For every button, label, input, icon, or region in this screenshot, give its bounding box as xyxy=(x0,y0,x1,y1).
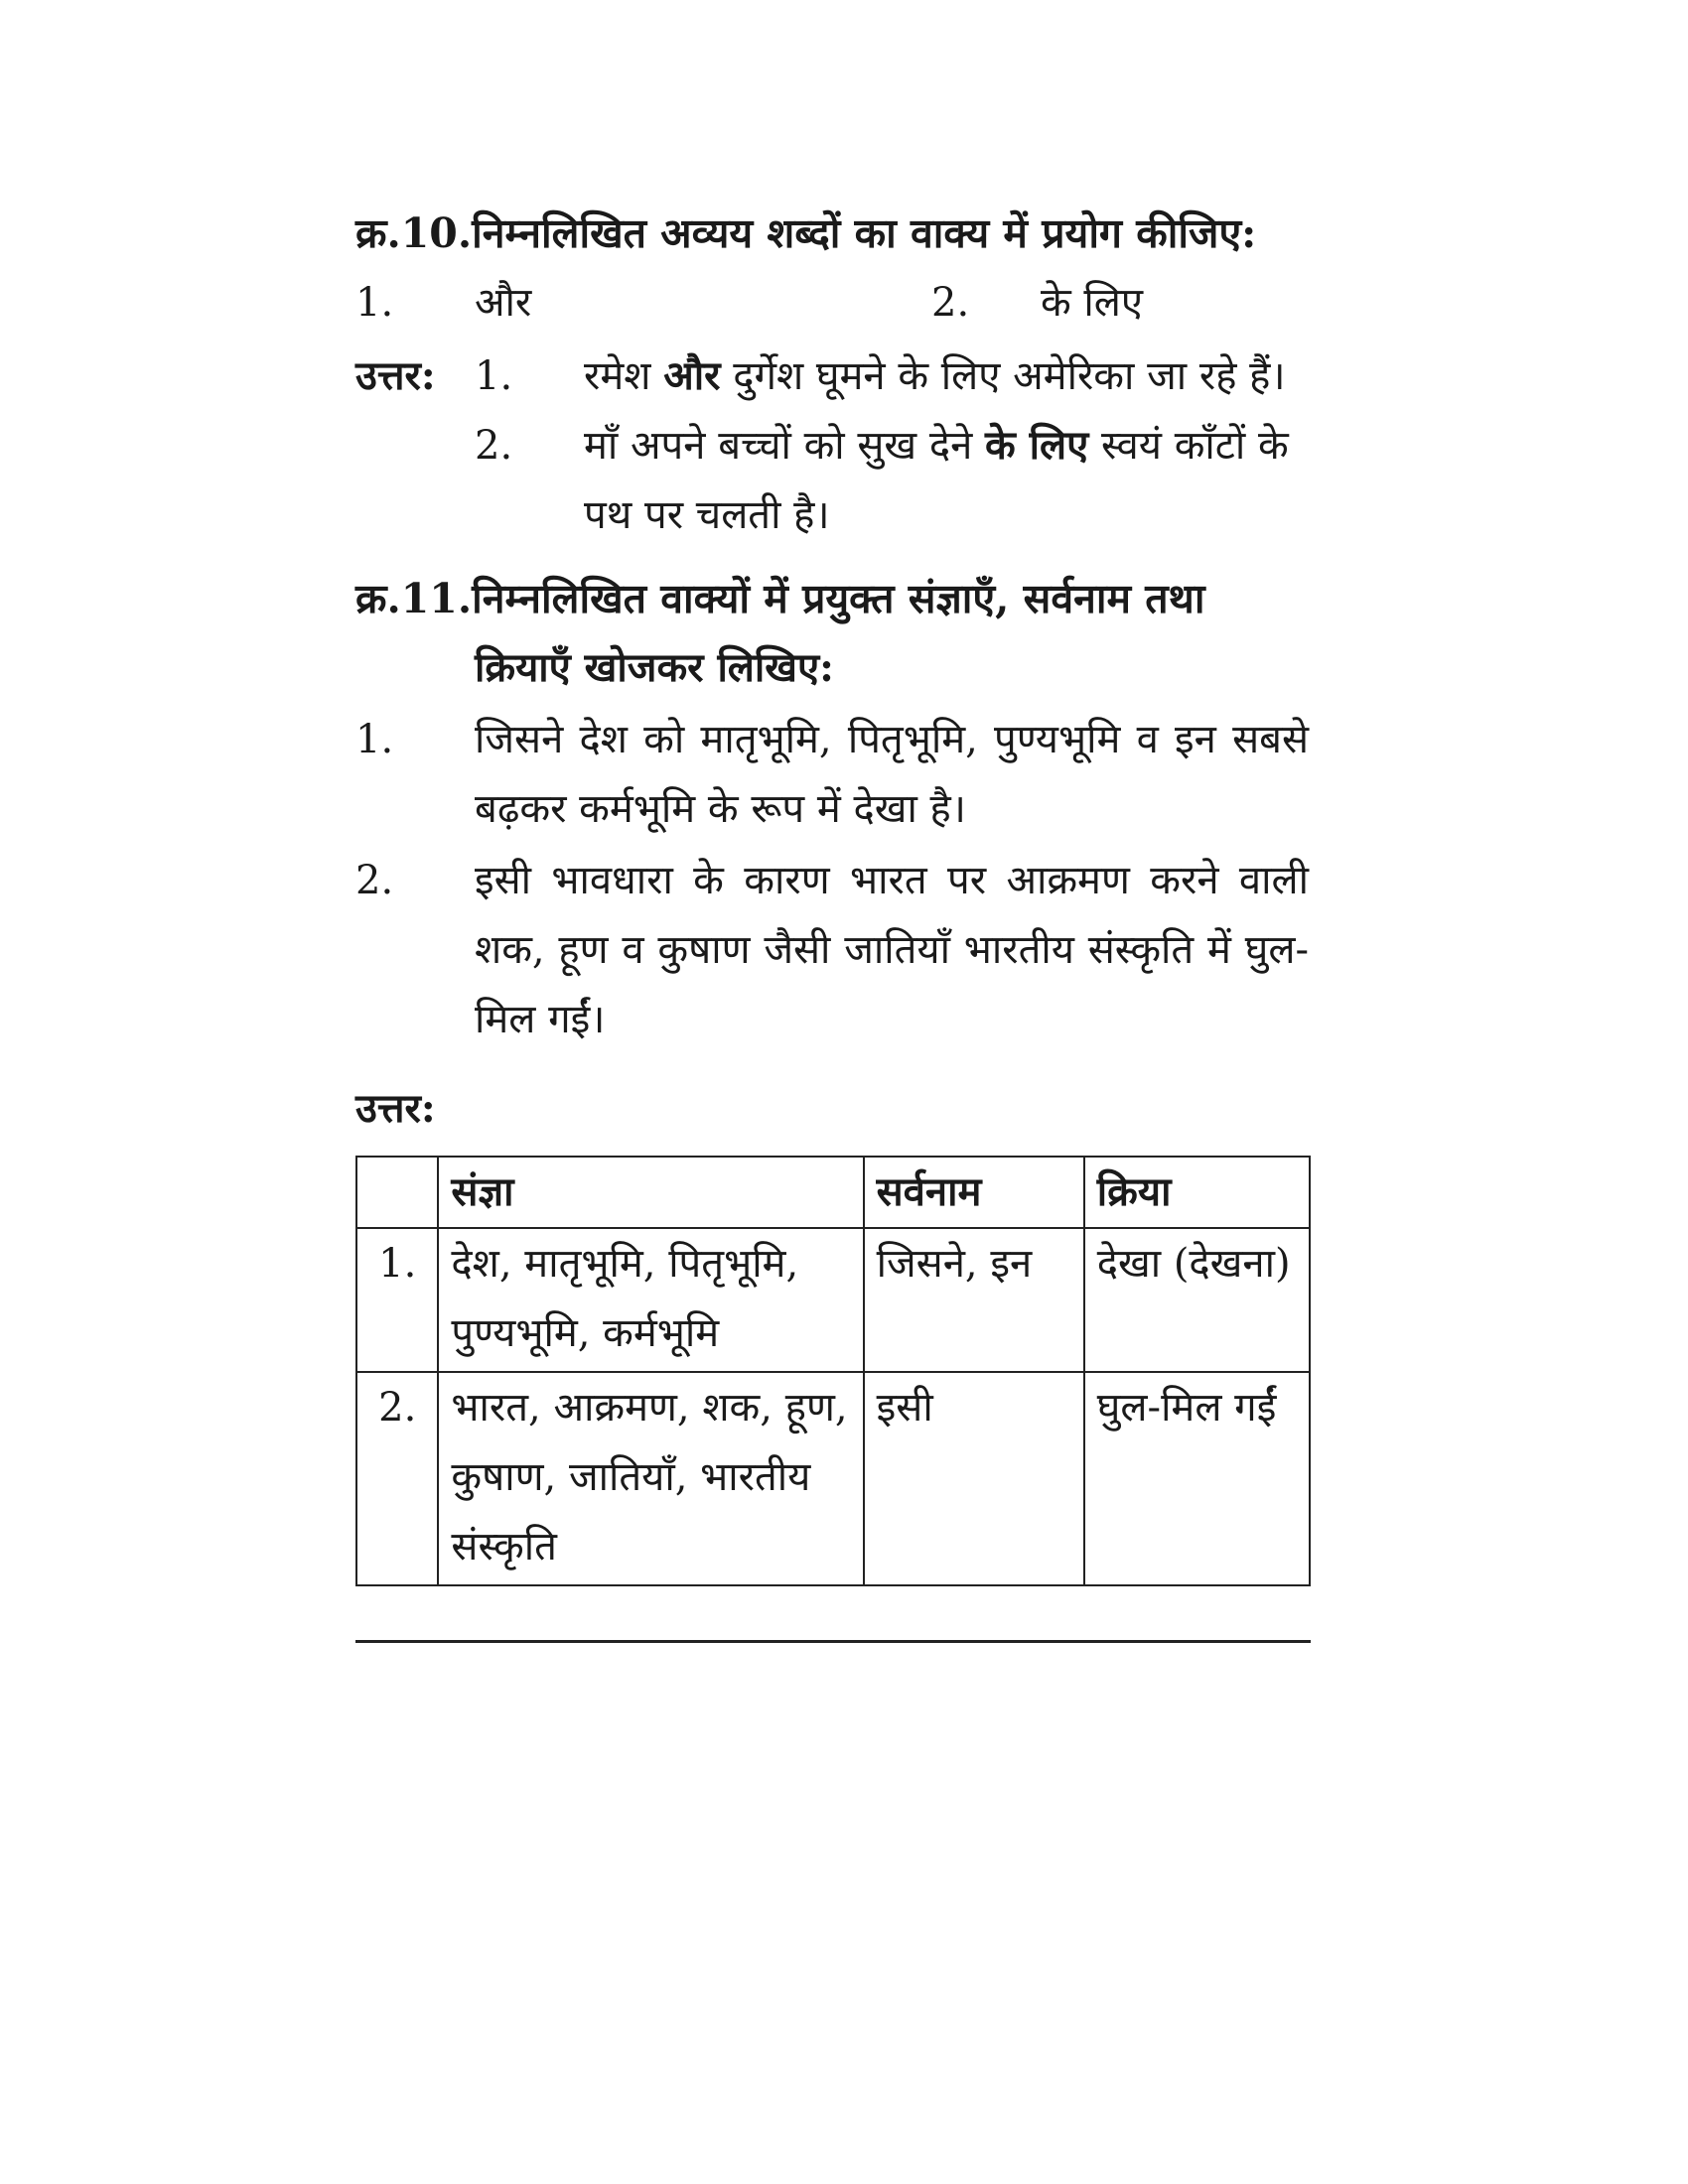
table-row xyxy=(356,1372,1310,1585)
table-cell-kriya: देखा (देखना) xyxy=(1084,1228,1310,1372)
q11-item-2 xyxy=(355,846,1309,1054)
table-header-sangya: संज्ञा xyxy=(438,1157,863,1228)
table-header-sarvnaam: सर्वनाम xyxy=(864,1157,1084,1228)
table-cell-sangya: देश, मातृभूमि, पितृभूमि, पुण्यभूमि, कर्मभूमि xyxy=(438,1228,863,1372)
document-page xyxy=(355,199,1309,1586)
q11-heading-line1: क्र.11.निम्नलिखित वाक्यों में प्रयुक्त संज्ञाएँ, सर्वनाम तथा xyxy=(355,575,1205,622)
q11-answer-label: उत्तर: xyxy=(355,1085,436,1132)
q10-answer-1-pre: रमेश xyxy=(584,353,664,399)
table-cell-index: 2. xyxy=(356,1372,438,1585)
q10-answer-1 xyxy=(355,341,1309,411)
table-row xyxy=(356,1228,1310,1372)
q10-answer-2-text xyxy=(584,411,1309,550)
bottom-rule xyxy=(355,1640,1311,1643)
table-cell-sarvnaam: इसी xyxy=(864,1372,1084,1585)
q10-option-2-text: के लिए xyxy=(1041,280,1144,326)
q10-option-1-num: 1. xyxy=(355,280,394,326)
q11-item-1 xyxy=(355,705,1309,844)
q11-item-1-num: 1. xyxy=(355,717,394,762)
q10-answer-2-pre: माँ अपने बच्चों को सुख देने xyxy=(584,423,986,469)
q11-heading-line2: क्रियाएँ खोजकर लिखिए: xyxy=(475,644,834,691)
q10-option-1-text: और xyxy=(475,280,532,326)
table-header-row xyxy=(356,1157,1310,1228)
q10-answer-1-num: 1. xyxy=(475,353,513,399)
q10-option-2-num: 2. xyxy=(931,280,970,326)
q10-answer-1-text xyxy=(584,341,1309,411)
q10-answer-label: उत्तर: xyxy=(355,352,436,399)
table-cell-sangya: भारत, आक्रमण, शक, हूण, कुषाण, जातियाँ, भारतीय संस्कृति xyxy=(438,1372,863,1585)
table-header-index xyxy=(356,1157,438,1228)
answer-table xyxy=(355,1156,1311,1586)
table-header-kriya: क्रिया xyxy=(1084,1157,1310,1228)
table-cell-index: 1. xyxy=(356,1228,438,1372)
q10-answer-2 xyxy=(355,411,1309,550)
table-cell-kriya: घुल-मिल गईं xyxy=(1084,1372,1310,1585)
q10-answer-2-keyword: के लिए xyxy=(985,422,1089,469)
q10-answer-2-num: 2. xyxy=(475,423,513,469)
q11-item-2-num: 2. xyxy=(355,858,394,903)
q10-answer-1-keyword: और xyxy=(663,352,721,399)
q10-heading: क्र.10.निम्नलिखित अव्यय शब्दों का वाक्य में प्रयोग कीजिए: xyxy=(355,209,1257,257)
q10-options xyxy=(355,268,1309,338)
q10-answer-1-post: दुर्गेश घूमने के लिए अमेरिका जा रहे हैं। xyxy=(720,353,1286,399)
q11-item-2-text: इसी भावधारा के कारण भारत पर आक्रमण करने वाली शक, हूण व कुषाण जैसी जातियाँ भारतीय संस्कृति में घुल-मिल गईं। xyxy=(475,858,1309,1042)
q11-item-1-text: जिसने देश को मातृभूमि, पितृभूमि, पुण्यभूमि व इन सबसे बढ़कर कर्मभूमि के रूप में देखा है। xyxy=(475,717,1309,832)
table-cell-sarvnaam: जिसने, इन xyxy=(864,1228,1084,1372)
q10-answer-2-post: स्वयं काँटों के पथ पर चलती है। xyxy=(584,423,1289,538)
